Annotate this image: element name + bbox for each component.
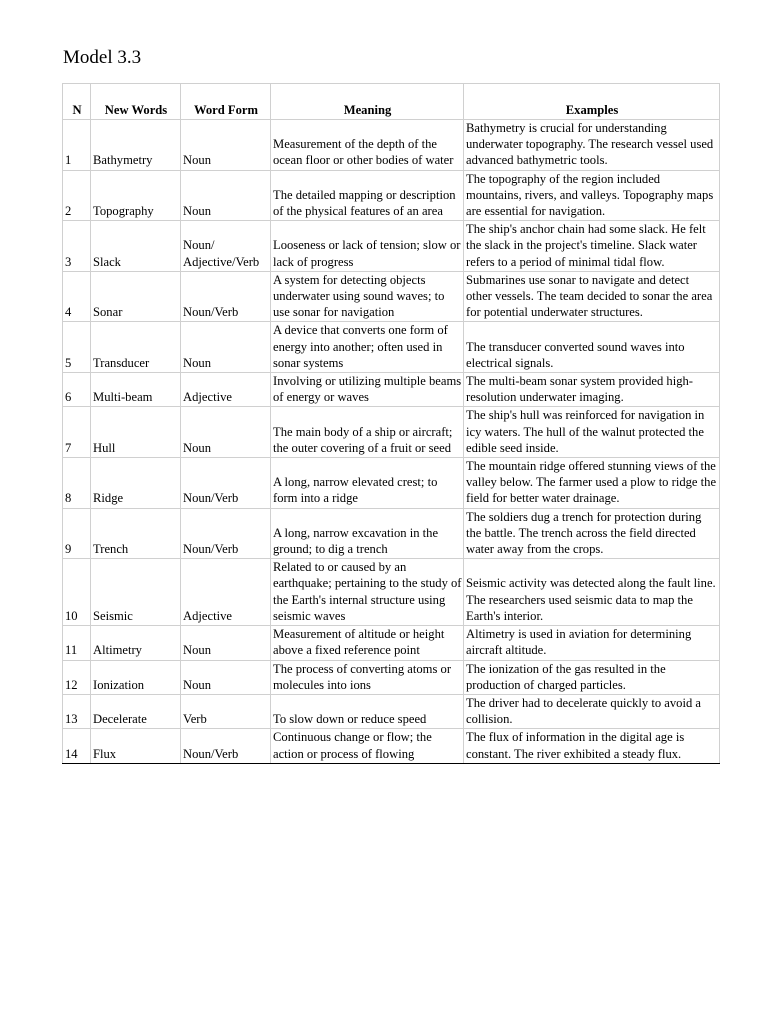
- header-word-form: Word Form: [181, 84, 271, 120]
- header-n: N: [63, 84, 91, 120]
- row-number: 6: [63, 373, 91, 407]
- row-word-form: Noun: [181, 407, 271, 458]
- row-meaning: Measurement of the depth of the ocean floor or other bodies of water: [271, 120, 464, 171]
- table-row: [63, 729, 720, 763]
- row-word-form: Noun/Verb: [181, 271, 271, 322]
- row-example: Submarines use sonar to navigate and detect other vessels. The team decided to sonar the area for potential underwater structures.: [464, 271, 720, 322]
- row-word: Ionization: [91, 660, 181, 694]
- page-title: Model 3.3: [63, 47, 142, 68]
- row-example: The driver had to decelerate quickly to avoid a collision.: [464, 694, 720, 728]
- table-row: [63, 120, 720, 171]
- table-row: [63, 458, 720, 509]
- row-number: 11: [63, 626, 91, 660]
- row-example: The ship's hull was reinforced for navigation in icy waters. The hull of the walnut protected the edible seed inside.: [464, 407, 720, 458]
- table-row: [63, 373, 720, 407]
- row-number: 10: [63, 559, 91, 626]
- header-new-words: New Words: [91, 84, 181, 120]
- vocabulary-table: [62, 83, 720, 764]
- row-word: Bathymetry: [91, 120, 181, 171]
- row-meaning: Measurement of altitude or height above a fixed reference point: [271, 626, 464, 660]
- row-number: 12: [63, 660, 91, 694]
- row-example: The ship's anchor chain had some slack. He felt the slack in the project's timeline. Slack water refers to a period of minimal tidal flow.: [464, 221, 720, 272]
- row-example: The topography of the region included mountains, rivers, and valleys. Topography maps are essential for navigation.: [464, 170, 720, 221]
- row-word-form: Noun: [181, 626, 271, 660]
- row-word: Transducer: [91, 322, 181, 373]
- row-word-form: Noun/Verb: [181, 508, 271, 559]
- row-example: Altimetry is used in aviation for determining aircraft altitude.: [464, 626, 720, 660]
- row-number: 14: [63, 729, 91, 763]
- table-row: [63, 559, 720, 626]
- row-word: Hull: [91, 407, 181, 458]
- table-row: [63, 660, 720, 694]
- row-meaning: A system for detecting objects underwater using sound waves; to use sonar for navigation: [271, 271, 464, 322]
- row-example: The multi-beam sonar system provided high-resolution underwater imaging.: [464, 373, 720, 407]
- table-row: [63, 508, 720, 559]
- row-number: 4: [63, 271, 91, 322]
- header-meaning: Meaning: [271, 84, 464, 120]
- table-row: [63, 322, 720, 373]
- row-meaning: The process of converting atoms or molecules into ions: [271, 660, 464, 694]
- row-number: 3: [63, 221, 91, 272]
- row-word: Decelerate: [91, 694, 181, 728]
- row-word: Multi-beam: [91, 373, 181, 407]
- row-word-form: Verb: [181, 694, 271, 728]
- table-row: [63, 407, 720, 458]
- row-example: The mountain ridge offered stunning views of the valley below. The farmer used a plow to ridge the field for better water drainage.: [464, 458, 720, 509]
- row-meaning: A device that converts one form of energy into another; often used in sonar systems: [271, 322, 464, 373]
- table-header-row: [63, 84, 720, 120]
- row-example: The soldiers dug a trench for protection during the battle. The trench across the field directed water away from the crops.: [464, 508, 720, 559]
- row-meaning: A long, narrow elevated crest; to form into a ridge: [271, 458, 464, 509]
- row-word: Trench: [91, 508, 181, 559]
- row-number: 2: [63, 170, 91, 221]
- row-word: Slack: [91, 221, 181, 272]
- row-word: Flux: [91, 729, 181, 763]
- row-number: 8: [63, 458, 91, 509]
- row-meaning: The main body of a ship or aircraft; the outer covering of a fruit or seed: [271, 407, 464, 458]
- row-number: 7: [63, 407, 91, 458]
- row-word: Ridge: [91, 458, 181, 509]
- row-word-form: Noun: [181, 120, 271, 171]
- table-row: [63, 271, 720, 322]
- row-number: 1: [63, 120, 91, 171]
- row-meaning: Related to or caused by an earthquake; pertaining to the study of the Earth's internal structure using seismic waves: [271, 559, 464, 626]
- row-word-form: Noun: [181, 322, 271, 373]
- row-word-form: Noun/ Adjective/Verb: [181, 221, 271, 272]
- row-word: Seismic: [91, 559, 181, 626]
- row-number: 13: [63, 694, 91, 728]
- row-word-form: Noun: [181, 660, 271, 694]
- table-row: [63, 170, 720, 221]
- row-example: Bathymetry is crucial for understanding underwater topography. The research vessel used advanced bathymetric tools.: [464, 120, 720, 171]
- row-example: Seismic activity was detected along the fault line. The researchers used seismic data to map the Earth's interior.: [464, 559, 720, 626]
- row-meaning: Looseness or lack of tension; slow or lack of progress: [271, 221, 464, 272]
- row-word-form: Noun: [181, 170, 271, 221]
- row-word-form: Adjective: [181, 559, 271, 626]
- row-word-form: Adjective: [181, 373, 271, 407]
- row-example: The flux of information in the digital age is constant. The river exhibited a steady flux.: [464, 729, 720, 763]
- table-row: [63, 221, 720, 272]
- row-example: The transducer converted sound waves into electrical signals.: [464, 322, 720, 373]
- row-word: Sonar: [91, 271, 181, 322]
- row-word: Topography: [91, 170, 181, 221]
- header-examples: Examples: [464, 84, 720, 120]
- row-number: 5: [63, 322, 91, 373]
- row-example: The ionization of the gas resulted in the production of charged particles.: [464, 660, 720, 694]
- row-word: Altimetry: [91, 626, 181, 660]
- table-row: [63, 694, 720, 728]
- row-word-form: Noun/Verb: [181, 458, 271, 509]
- row-meaning: Continuous change or flow; the action or process of flowing: [271, 729, 464, 763]
- row-word-form: Noun/Verb: [181, 729, 271, 763]
- row-number: 9: [63, 508, 91, 559]
- row-meaning: Involving or utilizing multiple beams of energy or waves: [271, 373, 464, 407]
- table-row: [63, 626, 720, 660]
- row-meaning: A long, narrow excavation in the ground; to dig a trench: [271, 508, 464, 559]
- row-meaning: The detailed mapping or description of the physical features of an area: [271, 170, 464, 221]
- row-meaning: To slow down or reduce speed: [271, 694, 464, 728]
